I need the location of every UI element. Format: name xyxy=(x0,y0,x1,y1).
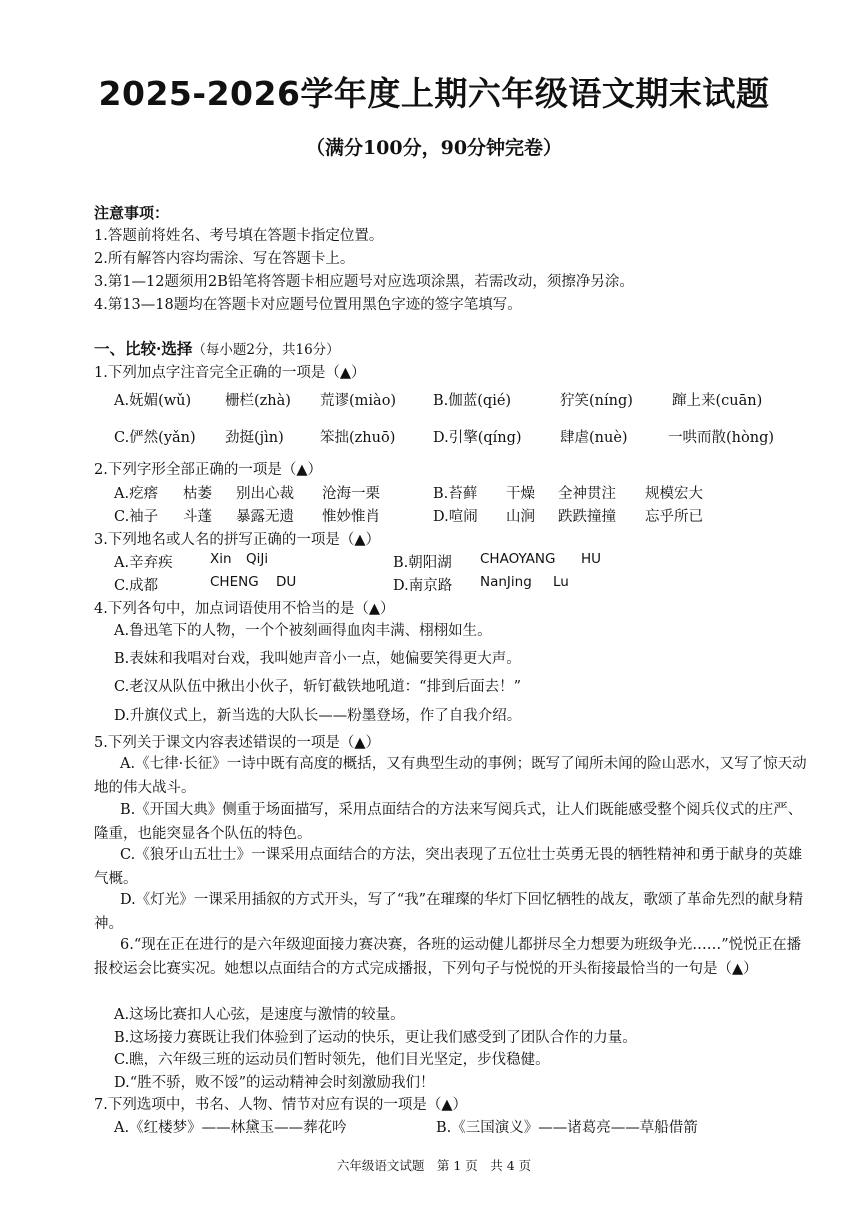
q3-option: Xin xyxy=(210,551,232,567)
q5-option: B.《开国大典》侧重于场面描写，采用点面结合的方法来写阅兵式，让人们既能感受整个阅兵仪式的庄严、隆重，也能突显各个队伍的特色。 xyxy=(94,802,803,842)
q1-option: C.俨然(yǎn) xyxy=(114,430,196,446)
q2-option: 斗蓬 xyxy=(183,509,212,525)
notice-block xyxy=(94,202,634,317)
q5-option: A.《七律·长征》一诗中既有高度的概括，又有典型生动的事例；既写了闻所未闻的险山恶水，又写了惊天动地的伟大战斗。 xyxy=(94,756,807,796)
q7-option: B.《三国演义》——诸葛亮——草船借箭 xyxy=(436,1120,698,1136)
q5-option: C.《狼牙山五壮士》一课采用点面结合的方法，突出表现了五位壮士英勇无畏的牺牲精神和勇于献身的英雄气概。 xyxy=(94,847,803,887)
q3-option: NanJing xyxy=(480,574,532,590)
q1-option: 栅栏(zhà) xyxy=(225,393,291,409)
q6-option: D.“胜不骄，败不馁”的运动精神会时刻激励我们！ xyxy=(114,1075,435,1091)
q1-option: 肆虐(nuè) xyxy=(560,430,628,446)
q3-option: QiJi xyxy=(246,551,269,567)
q2-option: A.疙瘩 xyxy=(114,486,159,502)
q7-option: A.《红楼梦》——林黛玉——葬花吟 xyxy=(114,1120,347,1136)
q3-option: Lu xyxy=(553,574,569,590)
question-stem: 4.下列各句中，加点词语使用不恰当的是（▲） xyxy=(94,601,395,617)
q3-option: C.成都 xyxy=(114,578,159,594)
q2-option: 跌跌撞撞 xyxy=(558,509,616,525)
q2-option: 全神贯注 xyxy=(558,486,616,502)
q1-option: D.引擎(qíng) xyxy=(433,430,522,446)
q2-option: 山涧 xyxy=(506,509,535,525)
q2-option: 别出心裁 xyxy=(236,486,294,502)
notice-item: 2.所有解答内容均需涂、写在答题卡上。 xyxy=(94,251,355,267)
q5-option: D.《灯光》一课采用插叙的方式开头，写了“我”在璀璨的华灯下回忆牺牲的战友，歌颂了革命先烈的献身精神。 xyxy=(94,892,804,932)
question-stem: 3.下列地名或人名的拼写正确的一项是（▲） xyxy=(94,532,380,548)
notice-item: 4.第13—18题均在答题卡对应题号位置用黑色字迹的签字笔填写。 xyxy=(94,297,522,313)
q3-option: CHENG xyxy=(210,574,259,590)
q4-option: A.鲁迅笔下的人物，一个个被刻画得血肉丰满、栩栩如生。 xyxy=(114,623,492,639)
page-footer: 六年级语文试题 第 1 页 共 4 页 xyxy=(336,1158,532,1173)
q2-option: 暴露无遗 xyxy=(236,509,294,525)
q1-option: 劲挺(jìn) xyxy=(225,430,284,446)
notice-heading: 注意事项： xyxy=(94,204,170,222)
notice-item: 1.答题前将姓名、考号填在答题卡指定位置。 xyxy=(94,228,384,244)
q1-option: 狞笑(níng) xyxy=(560,393,633,409)
q2-option: 惟妙惟肖 xyxy=(322,509,380,525)
q2-option: 忘乎所已 xyxy=(645,509,703,525)
q4-option: D.升旗仪式上，新当选的大队长——粉墨登场，作了自我介绍。 xyxy=(114,708,522,724)
q3-option: D.南京路 xyxy=(393,578,453,594)
q2-option: D.喧闹 xyxy=(433,509,478,525)
section-note: （每小题2分，共16分） xyxy=(192,342,340,358)
q3-option: DU xyxy=(276,574,297,590)
q2-option: 沧海一栗 xyxy=(322,486,380,502)
q2-option: B.苔藓 xyxy=(433,486,478,502)
q6-option: B.这场接力赛既让我们体验到了运动的快乐，更让我们感受到了团队合作的力量。 xyxy=(114,1030,637,1046)
q2-option: 干燥 xyxy=(506,486,535,502)
q1-option: 笨拙(zhuō) xyxy=(320,430,396,446)
exam-subtitle: （满分100分，90分钟完卷） xyxy=(305,137,563,159)
q6-option: C.瞧，六年级三班的运动员们暂时领先，他们目光坚定，步伐稳健。 xyxy=(114,1052,550,1068)
section-title: 一、比较·选择 xyxy=(94,339,193,358)
question-stem: 7.下列选项中，书名、人物、情节对应有误的一项是（▲） xyxy=(94,1097,467,1113)
q1-option: 蹿上来(cuān) xyxy=(672,393,763,409)
q4-option: C.老汉从队伍中揪出小伙子，斩钉截铁地吼道：“排到后面去！” xyxy=(114,679,522,695)
q4-option: B.表妹和我唱对台戏，我叫她声音小一点，她偏要笑得更大声。 xyxy=(114,651,521,667)
q1-option: A.妩媚(wǔ) xyxy=(114,393,192,409)
question-stem: 2.下列字形全部正确的一项是（▲） xyxy=(94,462,322,478)
exam-title: 2025-2026学年度上期六年级语文期末试题 xyxy=(98,74,770,113)
q2-option: 枯萎 xyxy=(183,486,212,502)
q1-option: 一哄而散(hòng) xyxy=(668,430,775,446)
q2-option: 规模宏大 xyxy=(645,486,703,502)
q6-option: A.这场比赛扣人心弦，是速度与激情的较量。 xyxy=(114,1007,405,1023)
question-stem: 5.下列关于课文内容表述错误的一项是（▲） xyxy=(94,735,380,751)
q1-option: B.伽蓝(qié) xyxy=(433,393,512,409)
q3-option: CHAOYANG xyxy=(480,551,556,567)
q2-option: C.袖子 xyxy=(114,509,159,525)
question-stem: 1.下列加点字注音完全正确的一项是（▲） xyxy=(94,365,366,381)
notice-item: 3.第1—12题须用2B铅笔将答题卡相应题号对应选项涂黑，若需改动，须擦净另涂。 xyxy=(94,274,634,290)
q3-option: HU xyxy=(581,551,602,567)
q3-option: B.朝阳湖 xyxy=(393,555,452,571)
question-stem: 6.“现在正在进行的是六年级迎面接力赛决赛，各班的运动健儿都拼尽全力想要为班级争光……”悦悦正在播报校运会比赛实况。她想以点面结合的方式完成播报，下列句子与悦悦的开头衔接最恰当的一句是（▲） xyxy=(94,937,802,977)
q1-option: 荒谬(miào) xyxy=(320,393,397,409)
section-heading xyxy=(94,337,340,359)
q3-option: A.辛弃疾 xyxy=(114,555,173,571)
